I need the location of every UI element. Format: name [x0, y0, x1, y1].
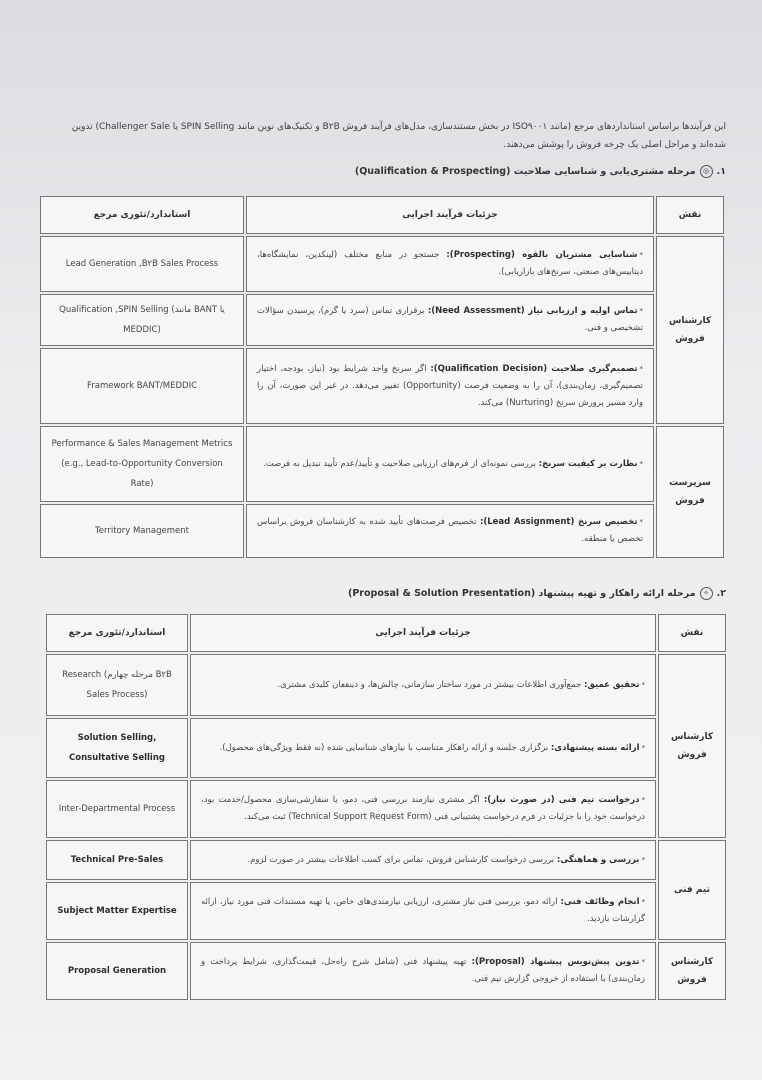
detail-title: تخصیص سرنخ (Lead Assignment): — [479, 517, 638, 527]
detail-cell: *تدوین پیش‌نویس پیشنهاد (Proposal): تهیه پیشنهاد فنی (شامل شرح راه‌حل، قیمت‌گذاری، شرایط پرداخت و زمان‌بندی) با استفاده از خروجی گزارش تیم فنی. — [190, 942, 656, 1000]
table-row — [46, 942, 726, 1000]
role-cell: کارشناس فروش — [658, 654, 726, 838]
detail-cell: *تحقیق عمیق: جمع‌آوری اطلاعات بیشتر در مورد ساختار سازمانی، چالش‌ها، و ذینفعان کلیدی مشتری. — [190, 654, 656, 716]
detail-cell: *درخواست تیم فنی (در صورت نیاز): اگر مشتری نیازمند بررسی فنی، دمو، یا سفارشی‌سازی محصول/خدمت بود، درخواست خود را با جزئیات در فرم درخواست پشتیبانی فنی (Technical Support Request Form) ثبت می‌کند. — [190, 780, 656, 838]
table-row — [46, 718, 726, 778]
table-row — [46, 840, 726, 880]
detail-text: اگر مشتری نیازمند بررسی فنی، دمو، یا سفارشی‌سازی محصول/خدمت بود، درخواست خود را با جزئیات در فرم درخواست پشتیبانی فنی (Technical Support Request Form) ثبت می‌کند. — [201, 795, 645, 822]
intro-paragraph — [36, 118, 726, 154]
detail-title: نظارت بر کیفیت سرنخ: — [538, 458, 638, 469]
section-2-heading — [348, 587, 726, 600]
detail-cell: *تصمیم‌گیری صلاحیت (Qualification Decision): اگر سرنخ واجد شرایط بود (نیاز، بودجه، اختیار تصمیم‌گیری، زمان‌بندی)، آن را به وضعیت فرصت (Opportunity) تغییر می‌دهد. در غیر این صورت، آن را وارد مسیر پرورش سرنخ (Nurturing) می‌کند. — [246, 348, 654, 424]
detail-text: بررسی درخواست کارشناس فروش، تماس برای کسب اطلاعات بیشتر در صورت لزوم. — [247, 854, 555, 865]
target-icon: ◎ — [700, 165, 713, 178]
detail-text: بررسی نمونه‌ای از فرم‌های ارزیابی صلاحیت و تأیید/عدم تأیید تبدیل به فرصت. — [263, 458, 536, 469]
detail-text: اگر سرنخ واجد شرایط بود (نیاز، بودجه، اختیار تصمیم‌گیری، زمان‌بندی)، آن را به وضعیت فرصت (Opportunity) تغییر می‌دهد. در غیر این صورت، آن را وارد مسیر پرورش سرنخ (Nurturing) می‌کند. — [257, 363, 643, 408]
standard-cell: Inter-Departmental Process — [46, 780, 188, 838]
detail-cell: *ارائه بسته پیشنهادی: برگزاری جلسه و ارائه راهکار متناسب با نیازهای شناسایی شده (نه فقط ویژگی‌های محصول). — [190, 718, 656, 778]
standard-cell: Qualification ,SPIN Selling (مانند BANT یا MEDDIC) — [40, 294, 244, 346]
header-details: جزئیات فرآیند اجرایی — [190, 614, 656, 652]
detail-text: ارائه دمو، بررسی فنی نیاز مشتری، ارزیابی نیازمندی‌های خاص، یا تهیه مستندات فنی مورد نیاز، ارائه گزارشات بازدید. — [201, 897, 645, 924]
qualification-process-table — [38, 194, 726, 560]
detail-text: برقراری تماس (سرد یا گرم)، پرسیدن سؤالات تشخیصی و فنی. — [257, 306, 643, 333]
intro-line-1: این فرآیندها براساس استانداردهای مرجع (مانند ISO۹۰۰۱ در بخش مستندسازی، مدل‌های فرآیند فروش B۲B و تکنیک‌های نوین مانند SPIN Selling یا Challenger Sale) تدوین — [71, 122, 726, 132]
detail-cell: *بررسی و هماهنگی: بررسی درخواست کارشناس فروش، تماس برای کسب اطلاعات بیشتر در صورت لزوم. — [190, 840, 656, 880]
header-details: جزئیات فرآیند اجرایی — [246, 196, 654, 234]
intro-line-2: شده‌اند و مراحل اصلی یک چرخه فروش را پوشش می‌دهند. — [503, 140, 726, 150]
section-1-number: ۱. — [716, 166, 726, 177]
section-2-number: ۲. — [716, 588, 726, 599]
header-standard: استاندارد/تئوری مرجع — [40, 196, 244, 234]
standard-cell: Subject Matter Expertise — [46, 882, 188, 940]
detail-text: تهیه پیشنهاد فنی (شامل شرح راه‌حل، قیمت‌گذاری، شرایط پرداخت و زمان‌بندی) با استفاده از خروجی گزارش تیم فنی. — [201, 957, 645, 984]
standard-cell: Performance & Sales Management Metrics (e.g., Lead-to-Opportunity Conversion Rate) — [40, 426, 244, 502]
detail-title: تماس اولیه و ارزیابی نیاز (Need Assessment): — [427, 306, 638, 316]
detail-text: برگزاری جلسه و ارائه راهکار متناسب با نیازهای شناسایی شده (نه فقط ویژگی‌های محصول). — [219, 742, 549, 753]
table-row — [46, 882, 726, 940]
proposal-process-table — [44, 612, 728, 1002]
detail-title: تدوین پیش‌نویس پیشنهاد (Proposal): — [471, 957, 640, 967]
detail-text: جستجو در منابع مختلف (لینکدین، نمایشگاه‌ها، دیتابیس‌های صنعتی، سرنخ‌های بازاریابی). — [257, 250, 643, 277]
table-row — [40, 348, 724, 424]
section-2-title: مرحله ارائه راهکار و تهیه پیشنهاد (Proposal & Solution Presentation) — [348, 588, 696, 599]
standard-cell: Proposal Generation — [46, 942, 188, 1000]
standard-cell: Framework BANT/MEDDIC — [40, 348, 244, 424]
detail-cell: *شناسایی مشتریان بالقوه (Prospecting): جستجو در منابع مختلف (لینکدین، نمایشگاه‌ها، دیتابیس‌های صنعتی، سرنخ‌های بازاریابی). — [246, 236, 654, 292]
table-row — [46, 654, 726, 716]
standard-cell: Lead Generation ,B۲B Sales Process — [40, 236, 244, 292]
detail-title: ارائه بسته پیشنهادی: — [550, 742, 640, 753]
detail-title: تحقیق عمیق: — [583, 679, 640, 690]
table-row — [40, 504, 724, 558]
role-cell: تیم فنی — [658, 840, 726, 940]
detail-cell: *تخصیص سرنخ (Lead Assignment): تخصیص فرصت‌های تأیید شده به کارشناسان فروش براساس تخصص یا منطقه. — [246, 504, 654, 558]
table-row — [46, 780, 726, 838]
header-role: نقش — [656, 196, 724, 234]
standard-cell: Solution Selling, Consultative Selling — [46, 718, 188, 778]
detail-title: بررسی و هماهنگی: — [556, 854, 640, 865]
detail-cell: *تماس اولیه و ارزیابی نیاز (Need Assessment): برقراری تماس (سرد یا گرم)، پرسیدن سؤالات تشخیصی و فنی. — [246, 294, 654, 346]
standard-cell: Research (مرحله چهارم B۲B Sales Process) — [46, 654, 188, 716]
table-row — [40, 294, 724, 346]
detail-title: درخواست تیم فنی (در صورت نیاز): — [483, 795, 640, 805]
section-1-heading — [355, 165, 726, 178]
table-row — [40, 426, 724, 502]
standard-cell: Technical Pre-Sales — [46, 840, 188, 880]
detail-cell: *انجام وظائف فنی: ارائه دمو، بررسی فنی نیاز مشتری، ارزیابی نیازمندی‌های خاص، یا تهیه مستندات فنی مورد نیاز، ارائه گزارشات بازدید. — [190, 882, 656, 940]
detail-title: تصمیم‌گیری صلاحیت (Qualification Decision): — [430, 363, 638, 374]
section-1-title: مرحله مشتری‌یابی و شناسایی صلاحیت (Qualification & Prospecting) — [354, 166, 696, 177]
header-role: نقش — [658, 614, 726, 652]
standard-cell: Territory Management — [40, 504, 244, 558]
role-cell: کارشناس فروش — [658, 942, 726, 1000]
role-cell: سرپرست فروش — [656, 426, 724, 558]
detail-text: جمع‌آوری اطلاعات بیشتر در مورد ساختار سازمانی، چالش‌ها، و ذینفعان کلیدی مشتری. — [277, 679, 582, 690]
table-row — [40, 236, 724, 292]
header-standard: استاندارد/تئوری مرجع — [46, 614, 188, 652]
detail-cell: *نظارت بر کیفیت سرنخ: بررسی نمونه‌ای از فرم‌های ارزیابی صلاحیت و تأیید/عدم تأیید تبدیل به فرصت. — [246, 426, 654, 502]
detail-title: انجام وظائف فنی: — [560, 897, 640, 907]
detail-title: شناسایی مشتریان بالقوه (Prospecting): — [446, 250, 638, 260]
detail-text: تخصیص فرصت‌های تأیید شده به کارشناسان فروش براساس تخصص یا منطقه. — [257, 517, 643, 544]
role-cell: کارشناس فروش — [656, 236, 724, 424]
lightbulb-icon: ✧ — [700, 587, 713, 600]
